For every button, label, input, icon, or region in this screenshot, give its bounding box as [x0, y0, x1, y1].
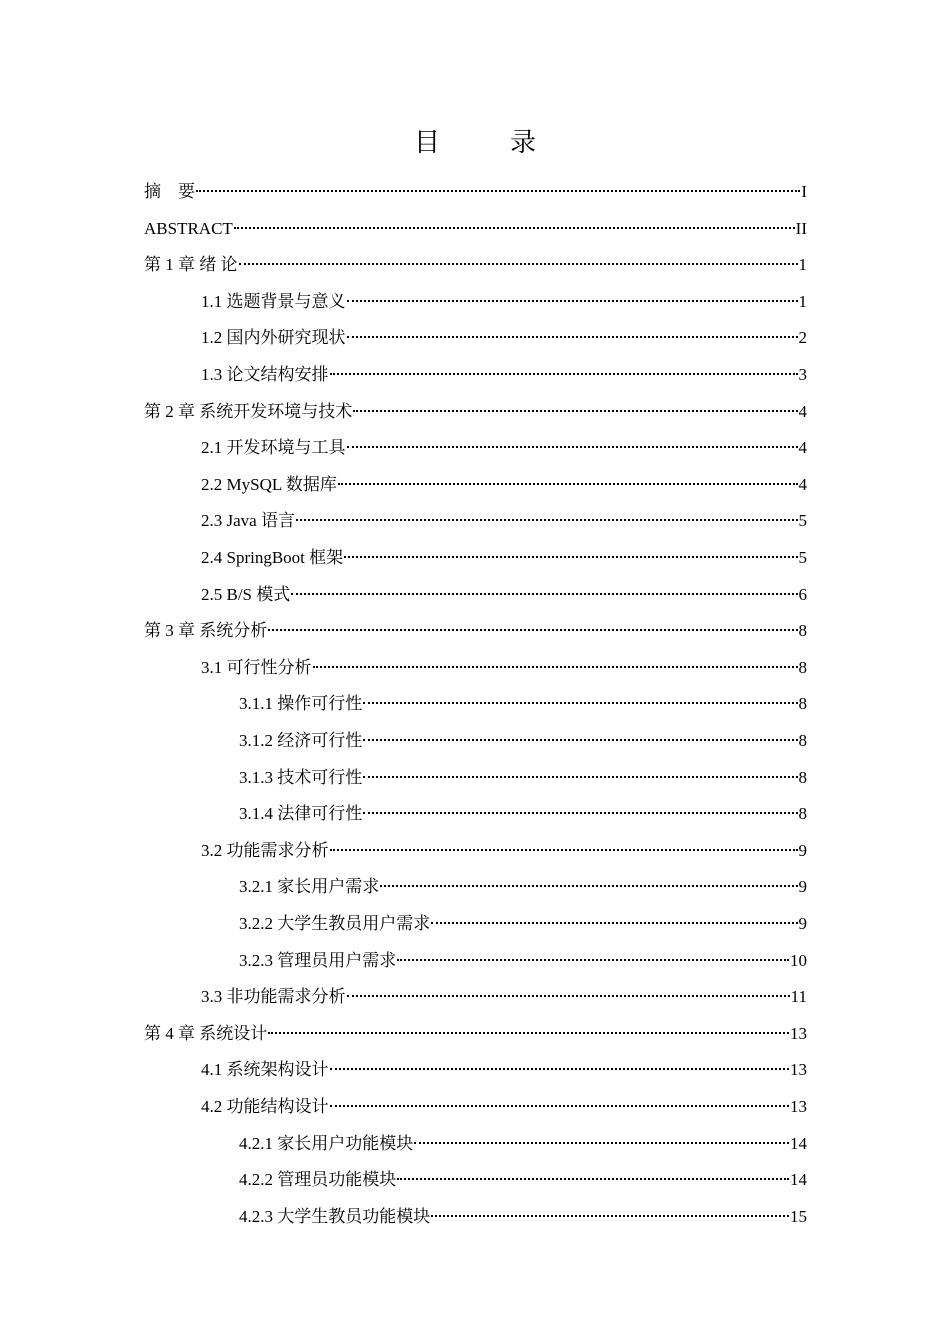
toc-dot-leader — [347, 336, 798, 338]
toc-entry[interactable] — [239, 796, 807, 832]
toc-entry[interactable] — [144, 1016, 807, 1052]
toc-entry[interactable] — [144, 211, 807, 247]
toc-dot-leader — [344, 556, 797, 558]
toc-entry[interactable] — [239, 869, 807, 905]
toc-entry[interactable] — [201, 503, 807, 539]
toc-entry-label: 3.1.2 经济可行性 — [239, 731, 363, 750]
toc-entry-page: 9 — [798, 840, 807, 860]
toc-dot-leader — [363, 776, 797, 778]
toc-dot-leader — [268, 629, 797, 631]
toc-entry[interactable] — [201, 1089, 807, 1125]
toc-entry-page: 14 — [790, 1170, 807, 1190]
toc-entry-page: 4 — [798, 401, 807, 421]
toc-dot-leader — [363, 739, 797, 741]
toc-dot-leader — [414, 1142, 789, 1144]
toc-entry[interactable] — [239, 943, 807, 979]
toc-entry-page: 9 — [798, 877, 807, 897]
toc-entry-page: 10 — [790, 950, 807, 970]
toc-dot-leader — [239, 263, 798, 265]
toc-dot-leader — [353, 410, 797, 412]
toc-entry-label: 3.2.1 家长用户需求 — [239, 877, 380, 897]
toc-entry-label: 4.2.2 管理员功能模块 — [239, 1170, 397, 1190]
toc-entry[interactable] — [201, 833, 807, 869]
toc-entry-page: 15 — [790, 1206, 807, 1226]
toc-entry-label: 2.1 开发环境与工具 — [201, 438, 346, 458]
toc-entry-label: 2.3 Java 语言 — [201, 511, 295, 531]
toc-entry-page: 5 — [798, 548, 807, 567]
toc-entry-page: 8 — [798, 767, 807, 787]
toc-entry-label: 3.1.4 法律可行性 — [239, 804, 363, 824]
toc-entry-label: 4.2 功能结构设计 — [201, 1097, 329, 1116]
toc-entry-label: 4.2.1 家长用户功能模块 — [239, 1133, 414, 1153]
toc-entry[interactable] — [239, 760, 807, 796]
toc-dot-leader — [196, 190, 800, 192]
toc-entry-label: 3.2.2 大学生教员用户需求 — [239, 914, 431, 933]
toc-entry-page: 3 — [798, 365, 807, 384]
toc-entry-label: 摘 要 — [144, 182, 195, 201]
toc-entry-page: 13 — [790, 1023, 807, 1043]
toc-entry-page: 8 — [798, 694, 807, 714]
toc-entry-label: 2.5 B/S 模式 — [201, 584, 291, 604]
toc-entry-page: 2 — [798, 328, 807, 348]
toc-dot-leader — [397, 1178, 789, 1180]
toc-entry-page: II — [795, 218, 807, 238]
toc-entry[interactable] — [144, 174, 807, 210]
toc-dot-leader — [330, 849, 798, 851]
toc-entry-page: I — [801, 182, 807, 201]
toc-dot-leader — [347, 995, 790, 997]
toc-entry[interactable] — [201, 1052, 807, 1088]
toc-dot-leader — [431, 1215, 789, 1217]
toc-entry[interactable] — [239, 723, 807, 759]
toc-entry-label: 4.2.3 大学生教员功能模块 — [239, 1206, 431, 1226]
toc-entry[interactable] — [144, 247, 807, 283]
toc-entry-page: 1 — [798, 255, 807, 275]
toc-entry-page: 11 — [790, 987, 807, 1007]
toc-dot-leader — [268, 1032, 789, 1034]
toc-dot-leader — [234, 227, 795, 229]
toc-dot-leader — [291, 593, 797, 595]
toc-dot-leader — [347, 300, 798, 302]
toc-entry-page: 4 — [798, 438, 807, 458]
toc-dot-leader — [363, 812, 797, 814]
toc-entry-label: 4.1 系统架构设计 — [201, 1060, 329, 1080]
toc-dot-leader — [330, 1105, 790, 1107]
toc-entry-label: 1.1 选题背景与意义 — [201, 291, 346, 311]
toc-entry[interactable] — [201, 430, 807, 466]
toc-entry[interactable] — [201, 467, 807, 503]
toc-dot-leader — [330, 1068, 790, 1070]
toc-dot-leader — [338, 483, 798, 485]
toc-entry-label: 3.2.3 管理员用户需求 — [239, 950, 397, 970]
toc-entry-label: 3.1.1 操作可行性 — [239, 694, 363, 714]
toc-entry-page: 8 — [798, 804, 807, 824]
toc-entry-page: 13 — [790, 1097, 807, 1116]
toc-dot-leader — [313, 666, 798, 668]
toc-entry-label: 1.2 国内外研究现状 — [201, 328, 346, 348]
toc-entry-page: 8 — [798, 731, 807, 750]
toc-entry-page: 9 — [798, 914, 807, 933]
toc-entry[interactable] — [201, 540, 807, 576]
toc-entry-label: 2.4 SpringBoot 框架 — [201, 548, 344, 567]
toc-entry-label: 2.2 MySQL 数据库 — [201, 474, 337, 494]
toc-entry-label: 3.1.3 技术可行性 — [239, 767, 363, 787]
toc-entry[interactable] — [144, 394, 807, 430]
toc-entry[interactable] — [201, 979, 807, 1015]
toc-entry[interactable] — [239, 1199, 807, 1235]
toc-entry[interactable] — [201, 577, 807, 613]
toc-entry-label: 3.1 可行性分析 — [201, 657, 312, 677]
toc-entry[interactable] — [201, 650, 807, 686]
toc-dot-leader — [431, 922, 797, 924]
toc-entry-label: 第 1 章 绪 论 — [144, 255, 238, 275]
toc-entry[interactable] — [239, 686, 807, 722]
toc-dot-leader — [347, 446, 798, 448]
toc-entry[interactable] — [239, 1126, 807, 1162]
toc-entry-page: 8 — [798, 657, 807, 677]
toc-entry-page: 1 — [798, 291, 807, 311]
toc-entry-page: 8 — [798, 621, 807, 641]
toc-title: 目 录 — [413, 128, 558, 158]
toc-dot-leader — [296, 519, 798, 521]
toc-entry-page: 13 — [790, 1060, 807, 1080]
toc-dot-leader — [363, 702, 797, 704]
toc-entry-label: 3.3 非功能需求分析 — [201, 987, 346, 1007]
toc-dot-leader — [330, 373, 798, 375]
toc-dot-leader — [397, 959, 789, 961]
toc-entry-label: 1.3 论文结构安排 — [201, 365, 329, 384]
toc-dot-leader — [380, 885, 797, 887]
toc-entry-label: ABSTRACT — [144, 218, 233, 238]
toc-entry[interactable] — [201, 284, 807, 320]
toc-entry[interactable] — [201, 357, 807, 393]
toc-entry-label: 第 3 章 系统分析 — [144, 621, 268, 641]
toc-entry[interactable] — [201, 320, 807, 356]
toc-entry-page: 14 — [790, 1133, 807, 1153]
toc-entry[interactable] — [239, 1162, 807, 1198]
toc-entry-page: 5 — [798, 511, 807, 531]
toc-entry-page: 4 — [798, 474, 807, 494]
toc-entry-label: 第 4 章 系统设计 — [144, 1023, 268, 1043]
toc-entry-label: 第 2 章 系统开发环境与技术 — [144, 401, 353, 421]
toc-entry[interactable] — [144, 613, 807, 649]
toc-entry-label: 3.2 功能需求分析 — [201, 840, 329, 860]
toc-entry-page: 6 — [798, 584, 807, 604]
toc-entry[interactable] — [239, 906, 807, 942]
